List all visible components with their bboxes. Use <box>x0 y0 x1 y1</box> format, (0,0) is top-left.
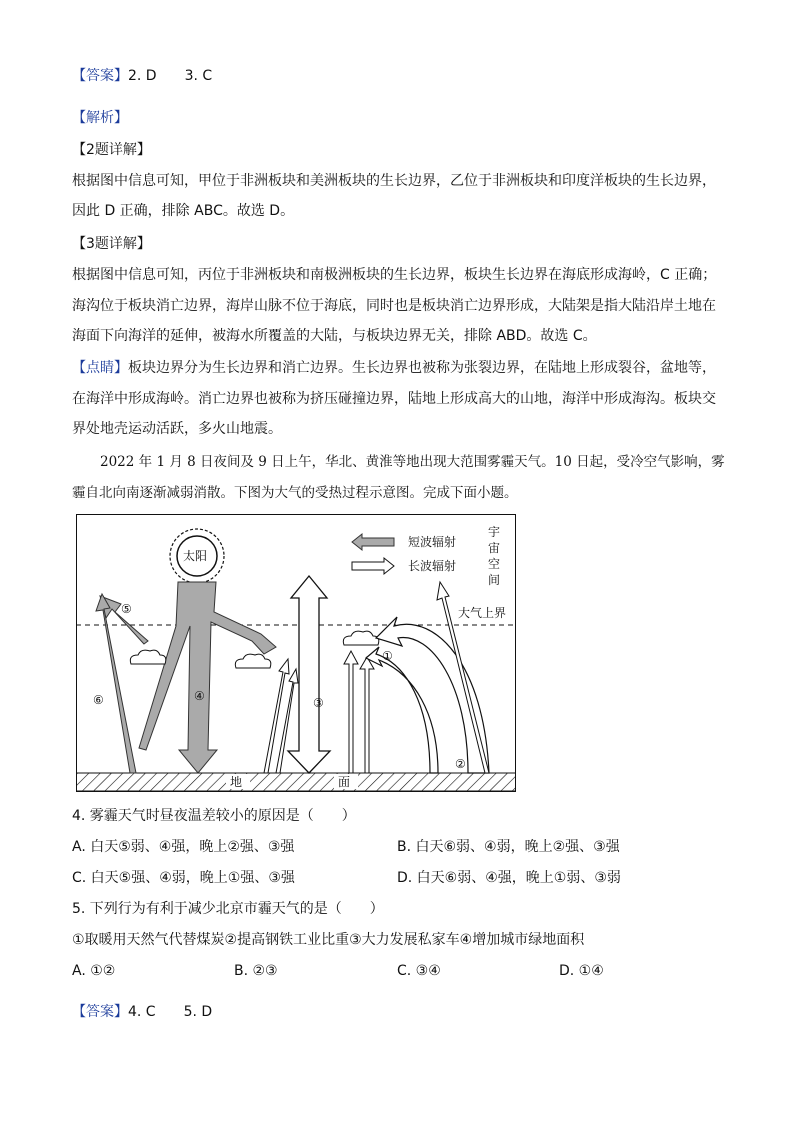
legend-shortwave-label: 短波辐射 <box>408 535 457 549</box>
q3-line: 海面下向海洋的延伸，被海水所覆盖的大陆，与板块边界无关，排除 ABD。故选 C。 <box>72 328 597 344</box>
analysis-title: 【解析】 <box>72 110 128 126</box>
q3-line: 海沟位于板块消亡边界，海岸山脉不位于海底，同时也是板块消亡边界形成，大陆架是指大陆沿岸土地在 <box>72 298 716 314</box>
marker-6: ⑥ <box>93 693 104 707</box>
q2-line: 因此 D 正确，排除 ABC。故选 D。 <box>72 203 295 219</box>
q5-items: ①取暖用天然气代替煤炭②提高钢铁工业比重③大力发展私家车④增加城市绿地面积 <box>72 932 585 948</box>
ground-label-left: 地 <box>230 775 243 789</box>
atmosphere-top-label: 大气上界 <box>458 606 507 620</box>
marker-2: ② <box>455 757 466 771</box>
answer-label: 【答案】 <box>72 68 128 84</box>
intro-line: 2022 年 1 月 8 日夜间及 9 日上午，华北、黄淮等地出现大范围雾霾天气。10 日起，受冷空气影响，雾 <box>100 454 725 470</box>
marker-4: ④ <box>194 689 205 703</box>
q4-option-b: B. 白天⑥弱、④弱，晚上②强、③强 <box>397 839 620 855</box>
answer-text: 2. D 3. C <box>128 68 213 84</box>
q2-line: 根据图中信息可知，甲位于非洲板块和美洲板块的生长边界，乙位于非洲板块和印度洋板块的生长边界， <box>72 173 716 189</box>
q4-stem: 4. 雾霾天气时昼夜温差较小的原因是（ ） <box>72 808 356 824</box>
q5-option-a: A. ①② <box>72 963 116 979</box>
atmosphere-heating-diagram <box>76 514 516 792</box>
q5-stem: 5. 下列行为有利于减少北京市霾天气的是（ ） <box>72 901 384 917</box>
q2-detail-title: 【2题详解】 <box>72 142 151 158</box>
answer-text: 4. C 5. D <box>128 1004 213 1020</box>
intro-line: 霾自北向南逐渐减弱消散。下图为大气的受热过程示意图。完成下面小题。 <box>72 485 518 501</box>
q5-option-c: C. ③④ <box>397 963 441 979</box>
space-label: 间 <box>488 573 501 587</box>
answer-2-3 <box>72 66 212 86</box>
marker-5: ⑤ <box>121 602 132 616</box>
tip-line <box>72 358 716 378</box>
q5-option-b: B. ②③ <box>234 963 278 979</box>
marker-1: ① <box>382 649 393 663</box>
tip-line: 界处地壳运动活跃，多火山地震。 <box>72 421 282 437</box>
ground-hatch <box>76 773 516 791</box>
legend-longwave-label: 长波辐射 <box>408 559 457 573</box>
q5-option-d: D. ①④ <box>559 963 604 979</box>
answer-label: 【答案】 <box>72 1004 128 1020</box>
q4-option-a: A. 白天⑤弱、④强，晚上②强、③强 <box>72 839 295 855</box>
q4-option-d: D. 白天⑥弱、④强，晚上①弱、③弱 <box>397 870 621 886</box>
tip-line: 在海洋中形成海岭。消亡边界也被称为挤压碰撞边界，陆地上形成高大的山地，海洋中形成海沟。板块交 <box>72 391 716 407</box>
tip-text: 板块边界分为生长边界和消亡边界。生长边界也被称为张裂边界，在陆地上形成裂谷，盆地等， <box>128 360 716 376</box>
space-label: 宙 <box>488 541 501 555</box>
sun-label: 太阳 <box>183 549 208 563</box>
tip-label: 【点睛】 <box>72 360 128 376</box>
q4-option-c: C. 白天⑤强、④弱，晚上①强、③强 <box>72 870 295 886</box>
q3-detail-title: 【3题详解】 <box>72 236 151 252</box>
q3-line: 根据图中信息可知，丙位于非洲板块和南极洲板块的生长边界，板块生长边界在海底形成海岭，C 正确； <box>72 267 717 283</box>
marker-3: ③ <box>313 696 324 710</box>
space-label: 空 <box>488 557 501 571</box>
ground-label-right: 面 <box>338 775 351 789</box>
answer-4-5 <box>72 1002 212 1022</box>
space-label: 宇 <box>488 525 501 539</box>
